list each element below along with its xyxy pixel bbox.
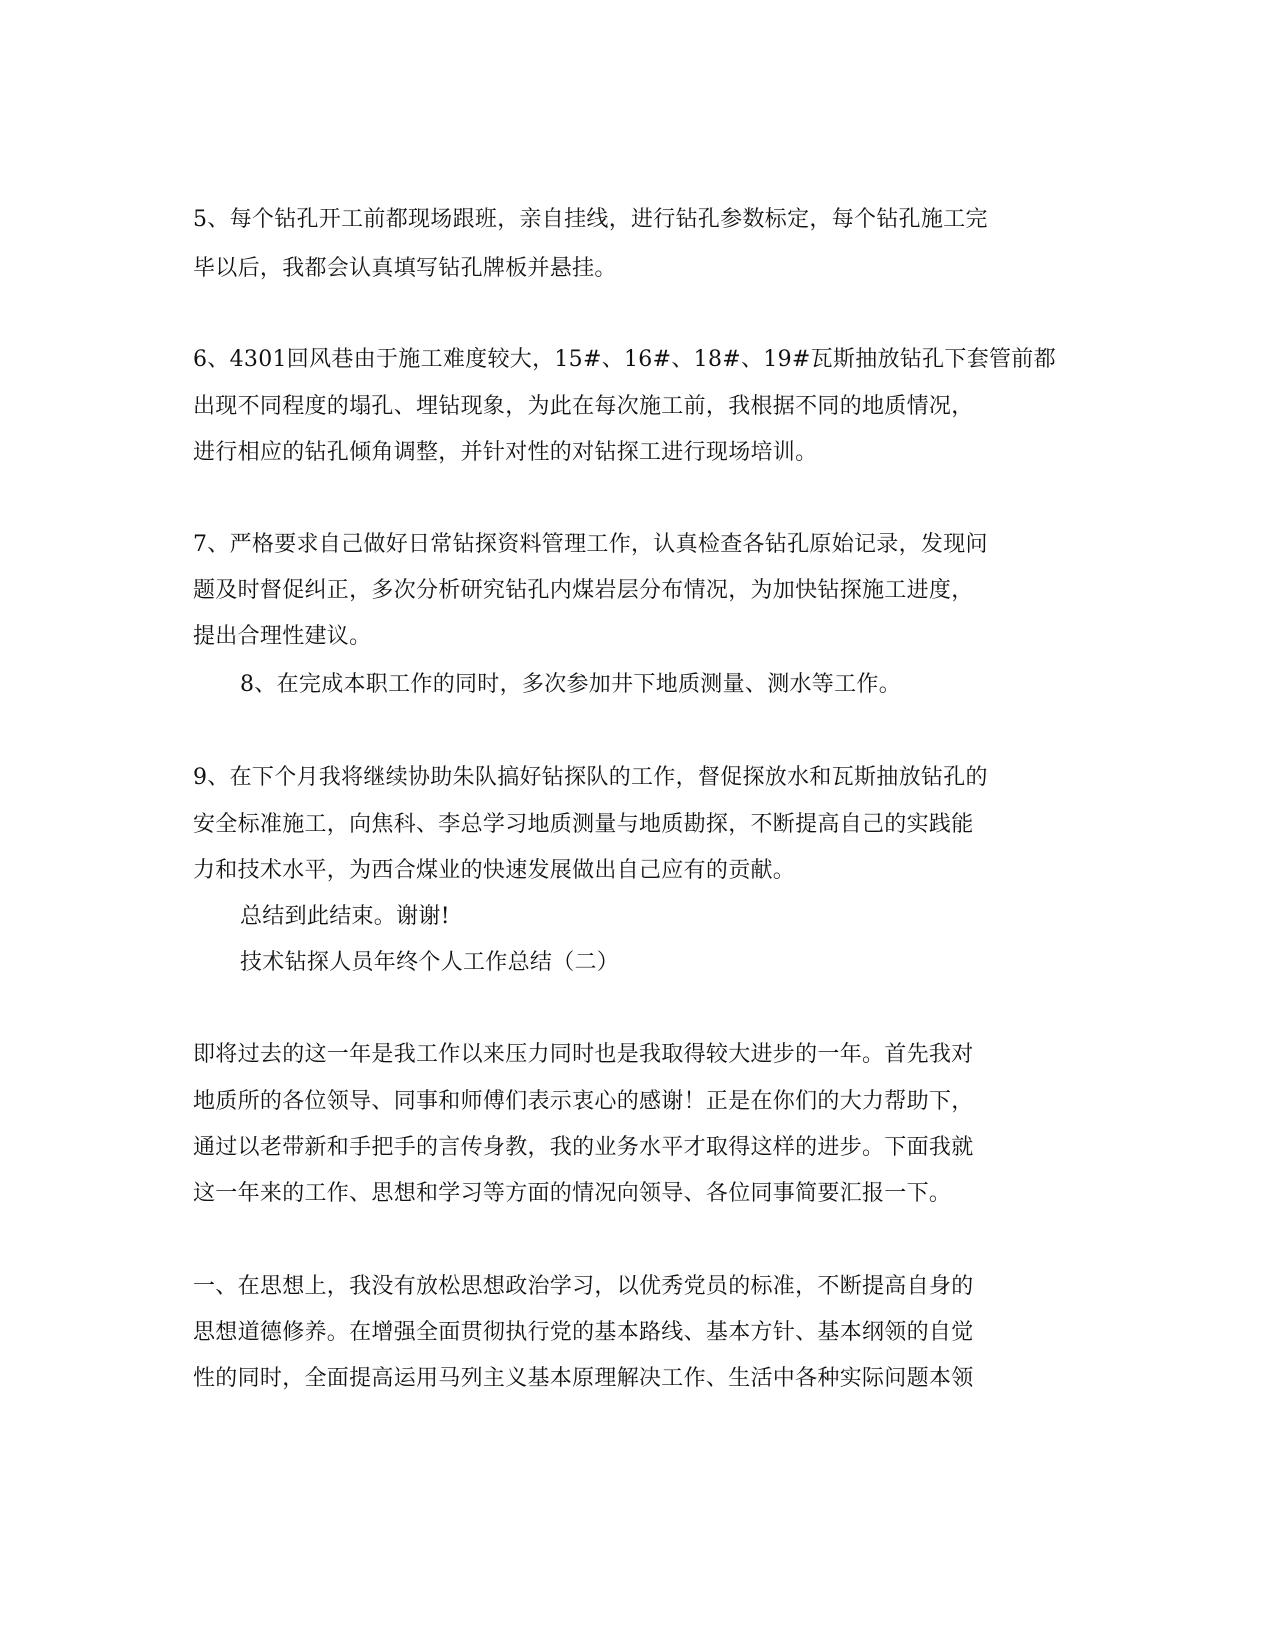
- intro-line-3: 通过以老带新和手把手的言传身教，我的业务水平才取得这样的进步。下面我就: [193, 1135, 974, 1160]
- item-7-line-2: 题及时督促纠正，多次分析研究钻孔内煤岩层分布情况，为加快钻探施工进度，: [193, 578, 974, 603]
- section-one-line-2: 思想道德修养。在增强全面贯彻执行党的基本路线、基本方针、基本纲领的自觉: [193, 1320, 974, 1345]
- item-6-line-1: 6、4301回风巷由于施工难度较大，15#、16#、18#、19#瓦斯抽放钻孔下套管前都: [193, 347, 1056, 372]
- section-one-line-1: 一、在思想上，我没有放松思想政治学习，以优秀党员的标准，不断提高自身的: [193, 1274, 974, 1299]
- section-title: 技术钻探人员年终个人工作总结（二）: [240, 950, 620, 975]
- item-5-line-1: 5、每个钻孔开工前都现场跟班，亲自挂线，进行钻孔参数标定，每个钻孔施工完: [193, 207, 988, 232]
- intro-line-1: 即将过去的这一年是我工作以来压力同时也是我取得较大进步的一年。首先我对: [193, 1042, 974, 1067]
- item-9-line-2: 安全标准施工，向焦科、李总学习地质测量与地质勘探，不断提高自己的实践能: [193, 812, 974, 837]
- item-7-line-3: 提出合理性建议。: [193, 624, 372, 649]
- item-7-line-1: 7、严格要求自己做好日常钻探资料管理工作，认真检查各钻孔原始记录，发现问: [193, 532, 988, 557]
- section-one-line-3: 性的同时，全面提高运用马列主义基本原理解决工作、生活中各种实际问题本领: [193, 1366, 974, 1391]
- item-9-line-3: 力和技术水平，为西合煤业的快速发展做出自己应有的贡献。: [193, 858, 796, 883]
- item-8-line-1: 8、在完成本职工作的同时，多次参加井下地质测量、测水等工作。: [240, 672, 901, 697]
- intro-line-4: 这一年来的工作、思想和学习等方面的情况向领导、各位同事简要汇报一下。: [193, 1181, 952, 1206]
- item-5-line-2: 毕以后，我都会认真填写钻孔牌板并悬挂。: [193, 256, 617, 281]
- closing-line: 总结到此结束。谢谢!: [240, 904, 450, 929]
- item-6-line-2: 出现不同程度的塌孔、埋钻现象，为此在每次施工前，我根据不同的地质情况，: [193, 394, 974, 419]
- item-6-line-3: 进行相应的钻孔倾角调整，并针对性的对钻探工进行现场培训。: [193, 440, 818, 465]
- intro-line-2: 地质所的各位领导、同事和师傅们表示衷心的感谢！正是在你们的大力帮助下，: [193, 1089, 974, 1114]
- item-9-line-1: 9、在下个月我将继续协助朱队搞好钻探队的工作，督促探放水和瓦斯抽放钻孔的: [193, 765, 988, 790]
